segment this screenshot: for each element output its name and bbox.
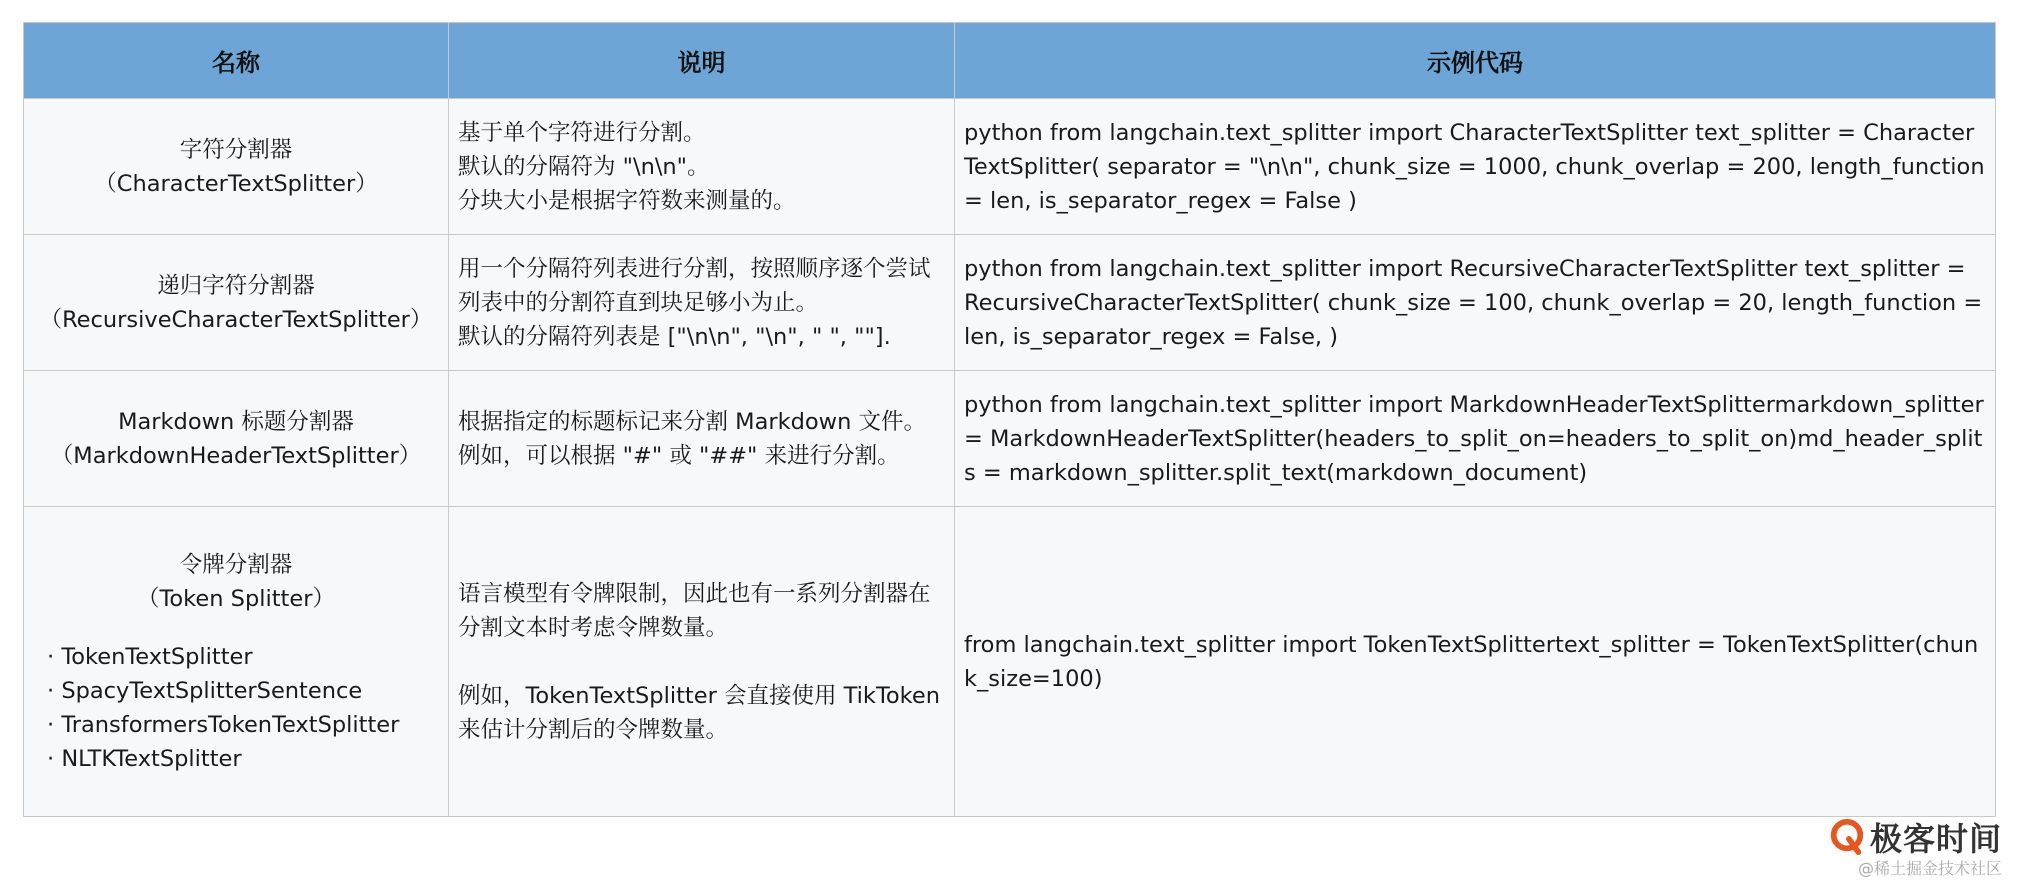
table-row	[24, 371, 1996, 507]
splitter-class: （MarkdownHeaderTextSplitter）	[50, 442, 422, 469]
code-cell	[955, 235, 1996, 371]
splitter-name: Markdown 标题分割器	[118, 408, 354, 435]
splitter-table-container	[23, 22, 1995, 817]
table-row	[24, 507, 1996, 817]
splitter-name: 递归字符分割器	[157, 272, 315, 299]
table-header-row	[24, 23, 1996, 99]
name-cell	[24, 235, 449, 371]
list-item: · TokenTextSplitter	[47, 640, 439, 674]
example-code: from langchain.text_splitter import TokenTextSplittertext_splitter = TokenTextSplitter(chunk_size=100)	[964, 631, 1979, 692]
name-cell	[24, 507, 449, 817]
splitter-name: 令牌分割器	[179, 551, 293, 578]
description-line: 分块大小是根据字符数来测量的。	[458, 187, 796, 214]
list-item: · NLTKTextSplitter	[47, 742, 439, 776]
description-cell	[449, 507, 955, 817]
brand-name: 极客时间	[1869, 820, 2002, 858]
text-splitter-table	[23, 22, 1996, 817]
table-row	[24, 235, 1996, 371]
description-line: 例如，可以根据 "#" 或 "##" 来进行分割。	[458, 442, 900, 469]
watermark-source: @稀土掘金技术社区	[1857, 859, 2002, 878]
splitter-variant-list	[33, 640, 439, 776]
example-code: python from langchain.text_splitter import CharacterTextSplitter text_splitter = CharacterTextSplitter( separator = "\n\n", chunk_size = 1000, chunk_overlap = 200, length_function = len, is_separator_regex = False )	[964, 119, 1985, 214]
list-item: · TransformersTokenTextSplitter	[47, 708, 439, 742]
example-code: python from langchain.text_splitter import MarkdownHeaderTextSplittermarkdown_splitter = MarkdownHeaderTextSplitter(headers_to_split_on=headers_to_split_on)md_header_splits = markdown_splitter.split_text(markdown_document)	[964, 391, 1984, 486]
description-line: 用一个分隔符列表进行分割，按照顺序逐个尝试列表中的分割符直到块足够小为止。	[458, 255, 931, 316]
code-cell	[955, 507, 1996, 817]
splitter-class: （CharacterTextSplitter）	[94, 170, 378, 197]
example-code: python from langchain.text_splitter import RecursiveCharacterTextSplitter text_splitter = RecursiveCharacterTextSplitter( chunk_size = 100, chunk_overlap = 20, length_function = len, is_separator_regex = False, )	[964, 255, 1983, 350]
splitter-class: （RecursiveCharacterTextSplitter）	[39, 306, 433, 333]
table-row	[24, 99, 1996, 235]
description-line: 根据指定的标题标记来分割 Markdown 文件。	[458, 408, 926, 435]
description-line: 默认的分隔符为 "\n\n"。	[458, 153, 710, 180]
name-cell	[24, 99, 449, 235]
splitter-class: （Token Splitter）	[137, 585, 335, 612]
header-description: 说明	[449, 23, 955, 99]
geektime-logo-icon	[1828, 818, 1866, 856]
brand-logo	[1828, 814, 2002, 860]
list-item: · SpacyTextSplitterSentence	[47, 674, 439, 708]
code-cell	[955, 371, 1996, 507]
name-cell	[24, 371, 449, 507]
description-cell	[449, 99, 955, 235]
splitter-name: 字符分割器	[179, 136, 293, 163]
header-example-code: 示例代码	[955, 23, 1996, 99]
description-line: 语言模型有令牌限制，因此也有一系列分割器在分割文本时考虑令牌数量。	[458, 580, 931, 641]
description-line: 默认的分隔符列表是 ["\n\n", "\n", " ", ""].	[458, 323, 891, 350]
watermark	[1828, 814, 2002, 879]
description-line: 例如，TokenTextSplitter 会直接使用 TikToken 来估计分割后的令牌数量。	[458, 682, 940, 743]
description-line: 基于单个字符进行分割。	[458, 119, 706, 146]
code-cell	[955, 99, 1996, 235]
paragraph-gap	[458, 645, 945, 679]
description-cell	[449, 235, 955, 371]
header-name: 名称	[24, 23, 449, 99]
description-cell	[449, 371, 955, 507]
